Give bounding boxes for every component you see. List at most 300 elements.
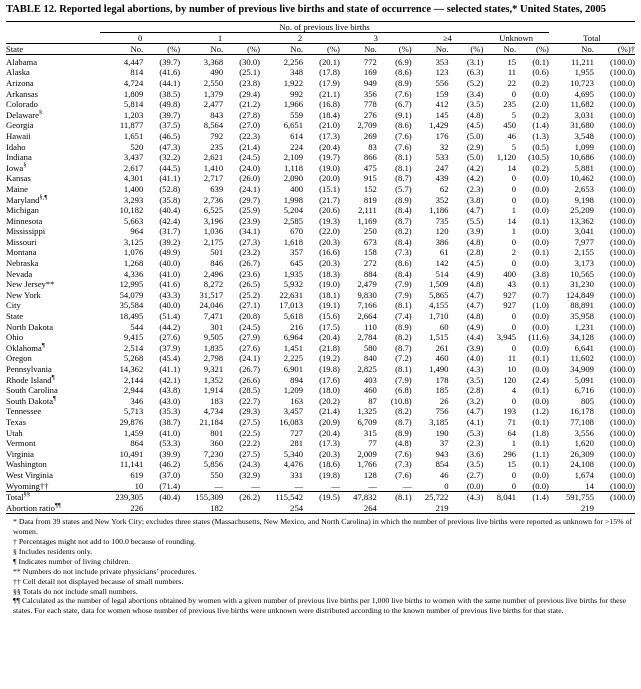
cell-no: 3,945 xyxy=(496,332,517,343)
cell-pct: — xyxy=(251,480,261,491)
cell-no: 190 xyxy=(435,427,449,438)
cell-no: 2,944 xyxy=(123,385,144,396)
table-row xyxy=(6,99,635,110)
cell-pct: (0.0) xyxy=(532,173,549,184)
cell-pct: (7.3) xyxy=(395,247,412,258)
table-row xyxy=(6,67,635,78)
cell-no: 4,155 xyxy=(429,300,449,311)
cell-no: 0 xyxy=(511,342,517,353)
cell-no: 360 xyxy=(210,438,224,449)
cell-pct: (35.3) xyxy=(159,406,181,417)
cell-pct: (100.0) xyxy=(609,120,635,131)
cell-pct: (19.5) xyxy=(319,492,340,503)
cell-no: 0 xyxy=(511,480,517,491)
cell-no: 964 xyxy=(130,226,144,237)
cell-no: 26,309 xyxy=(570,448,594,459)
cell-no: 645 xyxy=(290,258,304,269)
cell-pct: (0.1) xyxy=(532,385,549,396)
cell-no: 1,429 xyxy=(429,120,449,131)
cell-pct: (44.2) xyxy=(159,321,181,332)
table-row xyxy=(6,322,635,333)
cell-no: 673 xyxy=(363,236,377,247)
cell-no: 193 xyxy=(503,406,517,417)
cell-no: 1,325 xyxy=(357,406,377,417)
cell-pct: (18.3) xyxy=(319,268,340,279)
row-state-label: Maine xyxy=(6,183,28,194)
cell-no: 123 xyxy=(435,67,449,78)
cell-no: 352 xyxy=(435,194,449,205)
cell-no: 29,876 xyxy=(119,416,144,427)
row-state-label: Utah xyxy=(6,427,23,438)
footnote-1: † Percentages might not add to 100.0 because of rounding. xyxy=(13,537,196,547)
cell-pct: (4.7) xyxy=(466,289,484,300)
table-row xyxy=(6,205,635,216)
cell-no: 18,495 xyxy=(119,311,144,322)
cell-no: 514 xyxy=(435,268,449,279)
cell-no: 183 xyxy=(210,395,224,406)
cell-pct: (10.5) xyxy=(528,152,549,163)
cell-pct: (5.5) xyxy=(466,215,484,226)
row-state-label: Colorado xyxy=(6,99,38,110)
cell-no: 792 xyxy=(210,130,224,141)
cell-no: 77,108 xyxy=(570,416,594,427)
cell-abortion-ratio-pct xyxy=(377,503,412,514)
cell-pct: (16.8) xyxy=(319,99,340,110)
cell-no: 5,881 xyxy=(574,162,594,173)
cell-pct: (100.0) xyxy=(609,173,635,184)
cell-pct: (38.5) xyxy=(159,88,181,99)
cell-no: 12,995 xyxy=(119,279,144,290)
cell-no: 4,336 xyxy=(123,268,144,279)
cell-no: 386 xyxy=(435,236,449,247)
cell-no: 120 xyxy=(435,226,449,237)
header-span-previous-live-births: No. of previous live births xyxy=(100,21,549,32)
cell-no: 14 xyxy=(507,215,517,226)
cell-pct: (3.6) xyxy=(466,448,484,459)
cell-no: 915 xyxy=(363,173,377,184)
cell-no: 87 xyxy=(368,395,377,406)
cell-no: 475 xyxy=(363,162,377,173)
cell-no: 3,548 xyxy=(574,130,594,141)
cell-no: 272 xyxy=(363,258,377,269)
cell-no: 7,977 xyxy=(574,236,594,247)
cell-pct: (19.8) xyxy=(319,364,340,375)
cell-pct: (9.1) xyxy=(395,109,412,120)
cell-no: 819 xyxy=(363,194,377,205)
cell-pct: (4.1) xyxy=(466,416,484,427)
cell-pct: (52.8) xyxy=(159,183,181,194)
cell-no: 235 xyxy=(503,99,517,110)
cell-pct: (100.0) xyxy=(609,236,635,247)
cell-pct: (3.8) xyxy=(532,268,549,279)
cell-pct: (21.4) xyxy=(319,406,340,417)
cell-pct: (100.0) xyxy=(609,88,635,99)
row-state-label: Hawaii xyxy=(6,130,31,141)
cell-no: 16,083 xyxy=(279,416,304,427)
cell-no: 1,710 xyxy=(429,311,449,322)
cell-no: 2,585 xyxy=(283,215,304,226)
cell-pct: (100.0) xyxy=(609,215,635,226)
cell-pct: (17.3) xyxy=(319,438,340,449)
cell-pct: (24.1) xyxy=(239,183,261,194)
cell-no: 356 xyxy=(363,88,377,99)
cell-pct: (0.1) xyxy=(532,56,549,67)
cell-no: 2,109 xyxy=(283,152,304,163)
cell-abortion-ratio-pct xyxy=(223,503,260,514)
cell-abortion-ratio: 254 xyxy=(290,502,304,513)
cell-pct: (7.6) xyxy=(395,88,412,99)
footnote-3: ¶ Indicates number of living children. xyxy=(13,556,131,566)
cell-no: 24,108 xyxy=(570,459,594,470)
cell-no: 2,155 xyxy=(574,247,594,258)
cell-pct: (0.0) xyxy=(532,205,549,216)
cell-no: — xyxy=(368,480,377,491)
cell-pct: (29.3) xyxy=(239,406,261,417)
cell-no: 1 xyxy=(511,205,517,216)
header-group-3: 3 xyxy=(373,32,378,43)
header-no-2: No. xyxy=(290,43,304,54)
table-row xyxy=(6,184,635,195)
cell-pct: (8.7) xyxy=(395,173,412,184)
cell-no: 110 xyxy=(364,321,377,332)
header-pct-2: (%) xyxy=(327,43,340,54)
cell-abortion-ratio: 226 xyxy=(130,502,144,513)
header-group-total: Total xyxy=(583,32,601,43)
cell-pct: (0.1) xyxy=(532,459,549,470)
cell-pct: (3.5) xyxy=(466,99,484,110)
cell-abortion-ratio-pct xyxy=(143,503,180,514)
cell-abortion-ratio-pct xyxy=(448,503,483,514)
cell-no: 927 xyxy=(503,289,517,300)
table-body xyxy=(6,57,635,514)
cell-no: 11,877 xyxy=(119,120,144,131)
cell-pct: (17.9) xyxy=(319,77,340,88)
footnote-5: †† Cell detail not displayed because of small numbers. xyxy=(13,576,184,586)
cell-no: 2,798 xyxy=(203,353,224,364)
cell-no: 276 xyxy=(363,109,377,120)
cell-pct: (23.6) xyxy=(239,268,261,279)
cell-pct: (40.0) xyxy=(159,258,181,269)
cell-no: 2,111 xyxy=(358,205,377,216)
cell-no: 4,734 xyxy=(203,406,224,417)
cell-pct: (0.0) xyxy=(532,311,549,322)
cell-pct: (53.3) xyxy=(159,438,181,449)
header-pct-4plus: (%) xyxy=(470,43,484,54)
cell-no: 10 xyxy=(134,480,144,491)
cell-pct: (0.0) xyxy=(532,226,549,237)
cell-abortion-ratio: 219 xyxy=(435,502,449,513)
cell-no: 169 xyxy=(363,67,377,78)
cell-no: 10,182 xyxy=(119,205,144,216)
cell-pct: (0.2) xyxy=(532,77,549,88)
cell-pct: (4.3) xyxy=(466,492,484,503)
cell-no: 735 xyxy=(435,215,449,226)
cell-no: 235 xyxy=(210,141,224,152)
cell-no: 2,256 xyxy=(283,56,304,67)
cell-pct: (17.8) xyxy=(319,67,340,78)
footnote-6: §§ Totals do not include small numbers. xyxy=(13,586,138,596)
header-group-row xyxy=(6,32,635,43)
cell-pct: (8.9) xyxy=(395,321,412,332)
cell-pct: (26.7) xyxy=(239,364,261,375)
cell-no: 3,457 xyxy=(283,406,304,417)
cell-no: 1,209 xyxy=(283,385,304,396)
cell-pct: (8.2) xyxy=(395,332,412,343)
cell-pct: (0.0) xyxy=(532,194,549,205)
cell-pct: (100.0) xyxy=(609,374,635,385)
table-row-total xyxy=(6,492,635,503)
cell-pct: (0.0) xyxy=(532,480,549,491)
cell-pct: (20.1) xyxy=(319,56,340,67)
header-no-3: No. xyxy=(364,43,377,54)
cell-pct: (100.0) xyxy=(609,300,635,311)
cell-no: 2,477 xyxy=(203,99,224,110)
table-row xyxy=(6,57,635,68)
cell-pct: (100.0) xyxy=(609,406,635,417)
cell-pct: (1.1) xyxy=(532,448,549,459)
cell-pct: (23.2) xyxy=(239,247,261,258)
table-row xyxy=(6,279,635,290)
cell-no: 145 xyxy=(435,109,449,120)
cell-pct: (4.8) xyxy=(466,279,484,290)
cell-no: 1,268 xyxy=(123,258,144,269)
cell-pct: (100.0) xyxy=(609,226,635,237)
cell-no: 16,178 xyxy=(570,406,594,417)
cell-pct: (6.7) xyxy=(395,99,412,110)
cell-pct: (1.3) xyxy=(532,130,549,141)
header-group-4plus: ≥4 xyxy=(442,32,452,43)
cell-pct: (47.3) xyxy=(159,141,181,152)
cell-pct: (26.5) xyxy=(239,279,261,290)
cell-no: 34,909 xyxy=(570,364,594,375)
cell-no: 1,120 xyxy=(496,152,517,163)
cell-no: 5,618 xyxy=(283,311,304,322)
cell-no: 5 xyxy=(511,141,517,152)
cell-no: 296 xyxy=(503,448,517,459)
cell-no: 3,125 xyxy=(123,236,144,247)
table-row xyxy=(6,428,635,439)
cell-pct: (17.6) xyxy=(319,374,340,385)
row-state-label: Wyoming†† xyxy=(6,480,49,491)
footnote-0: * Data from 39 states and New York City; excludes three states (Massachusetts, New Mexico, and North Carolina) in which the number of previous live births were reported as unknown for >15% of women. xyxy=(13,517,633,537)
row-state-label: Washington xyxy=(6,459,47,470)
table-row xyxy=(6,89,635,100)
cell-pct: (21.4) xyxy=(239,141,261,152)
cell-pct: (8.7) xyxy=(395,416,412,427)
cell-no: 2,664 xyxy=(357,311,377,322)
header-pct-3: (%) xyxy=(398,43,412,54)
cell-no: 9,198 xyxy=(574,194,594,205)
cell-pct: (100.0) xyxy=(609,279,635,290)
cell-pct: (20.4) xyxy=(319,141,340,152)
cell-pct: (37.0) xyxy=(159,469,181,480)
table-row xyxy=(6,163,635,174)
cell-no: 1,966 xyxy=(283,99,304,110)
cell-no: 4,301 xyxy=(123,173,144,184)
cell-pct: (100.0) xyxy=(609,469,635,480)
cell-no: 5,713 xyxy=(123,406,144,417)
cell-pct: (18.4) xyxy=(319,109,340,120)
cell-pct: (6.9) xyxy=(395,56,412,67)
cell-no: 10,723 xyxy=(570,77,594,88)
cell-pct: (8.1) xyxy=(395,152,412,163)
row-state-label: Virginia xyxy=(6,448,34,459)
header-state: State xyxy=(6,43,24,54)
cell-pct: (37.5) xyxy=(159,120,181,131)
header-pct-0: (%) xyxy=(167,43,181,54)
cell-pct: (43.0) xyxy=(159,395,181,406)
cell-pct: (100.0) xyxy=(609,311,635,322)
cell-no: 5,663 xyxy=(123,215,144,226)
cell-no: 450 xyxy=(503,120,517,131)
cell-pct: (22.2) xyxy=(239,438,261,449)
cell-no: 54,079 xyxy=(119,289,144,300)
row-abortion-ratio-label: Abortion ratio¶¶ xyxy=(6,501,61,513)
cell-pct: (100.0) xyxy=(609,152,635,163)
cell-no: 9,505 xyxy=(203,332,224,343)
cell-no: 6,964 xyxy=(283,332,304,343)
cell-no: 158 xyxy=(363,247,377,258)
cell-pct: (100.0) xyxy=(609,448,635,459)
cell-pct: (37.9) xyxy=(159,342,181,353)
cell-no: 31,517 xyxy=(199,289,224,300)
cell-pct: (8.4) xyxy=(395,205,412,216)
cell-pct: (3.5) xyxy=(466,374,484,385)
cell-pct: (18.6) xyxy=(319,459,340,470)
cell-no: 2,514 xyxy=(123,342,144,353)
cell-pct: (32.2) xyxy=(159,152,181,163)
cell-pct: (100.0) xyxy=(609,194,635,205)
cell-no: 64 xyxy=(507,427,517,438)
cell-no: 5,932 xyxy=(283,279,304,290)
cell-pct: (0.1) xyxy=(532,279,549,290)
cell-no: 11 xyxy=(507,353,517,364)
cell-no: 1,809 xyxy=(123,88,144,99)
cell-pct: (42.1) xyxy=(159,374,181,385)
row-state-label: North Dakota xyxy=(6,321,54,332)
cell-no: 1,186 xyxy=(429,205,449,216)
cell-no: 1,400 xyxy=(123,183,144,194)
cell-pct: (19.8) xyxy=(319,469,340,480)
cell-no: 10,565 xyxy=(570,268,594,279)
cell-no: 77 xyxy=(368,438,377,449)
cell-no: 10 xyxy=(507,364,517,375)
cell-pct: (7.2) xyxy=(395,353,412,364)
cell-no: 124,849 xyxy=(566,289,594,300)
cell-pct: (100.0) xyxy=(609,332,635,343)
cell-no: 8,041 xyxy=(496,492,517,503)
table-row xyxy=(6,311,635,322)
cell-no: 22 xyxy=(507,77,517,88)
cell-no: 2,175 xyxy=(203,236,224,247)
cell-no: 400 xyxy=(503,268,517,279)
cell-no: 35,584 xyxy=(119,300,144,311)
cell-no: 843 xyxy=(210,109,224,120)
cell-no: 894 xyxy=(290,374,304,385)
cell-no: 6,651 xyxy=(283,120,304,131)
table-row xyxy=(6,459,635,470)
cell-no: 1,451 xyxy=(283,342,304,353)
header-no-4plus: No. xyxy=(435,43,449,54)
cell-no: 1,231 xyxy=(574,321,594,332)
cell-no: 0 xyxy=(511,395,517,406)
header-no-total: No. xyxy=(581,43,594,54)
cell-pct: (3.4) xyxy=(466,88,484,99)
row-state-label: New Jersey** xyxy=(6,279,55,290)
table-row-abortion-ratio xyxy=(6,503,635,514)
cell-pct: (3.9) xyxy=(466,342,484,353)
cell-pct: (100.0) xyxy=(609,141,635,152)
cell-pct: (4.8) xyxy=(395,438,412,449)
cell-pct: (100.0) xyxy=(609,268,635,279)
cell-pct: (1.4) xyxy=(532,492,549,503)
cell-pct: (23.8) xyxy=(239,77,261,88)
cell-no: 239,305 xyxy=(115,492,144,503)
cell-pct: (0.1) xyxy=(532,215,549,226)
cell-no: 142 xyxy=(435,258,449,269)
cell-no: 412 xyxy=(435,99,449,110)
cell-pct: (27.6) xyxy=(159,332,181,343)
cell-pct: (20.2) xyxy=(319,395,340,406)
cell-no: 43 xyxy=(507,279,517,290)
cell-pct: (8.1) xyxy=(395,162,412,173)
cell-no: 2,144 xyxy=(123,374,144,385)
table-row xyxy=(6,173,635,184)
cell-no: 400 xyxy=(290,183,304,194)
cell-no: 353 xyxy=(435,56,449,67)
cell-pct: (20.3) xyxy=(319,236,340,247)
cell-pct: (41.6) xyxy=(159,67,181,78)
cell-pct: (24.3) xyxy=(239,459,261,470)
cell-pct: (100.0) xyxy=(609,67,635,78)
cell-no: 3,196 xyxy=(203,215,224,226)
row-state-label: Michigan xyxy=(6,205,39,216)
cell-pct: (3.5) xyxy=(466,459,484,470)
cell-no: 1,914 xyxy=(203,385,224,396)
cell-pct: (31.7) xyxy=(159,226,181,237)
header-group-0: 0 xyxy=(138,32,143,43)
cell-pct: (38.7) xyxy=(159,416,181,427)
cell-no: 46 xyxy=(507,130,517,141)
cell-no: 756 xyxy=(435,406,449,417)
cell-no: 992 xyxy=(290,88,304,99)
cell-no: 83 xyxy=(368,141,377,152)
cell-no: 25,209 xyxy=(570,205,594,216)
abortions-table xyxy=(6,21,635,515)
cell-no: 520 xyxy=(130,141,144,152)
cell-pct: (2.0) xyxy=(532,99,549,110)
cell-no: 6,901 xyxy=(283,364,304,375)
cell-no: 5 xyxy=(511,109,517,120)
cell-no: 5,268 xyxy=(123,353,144,364)
cell-abortion-ratio-pct xyxy=(594,503,635,514)
cell-pct: (0.7) xyxy=(532,289,549,300)
cell-pct: (15.6) xyxy=(319,311,340,322)
cell-pct: (0.1) xyxy=(532,416,549,427)
cell-no: 178 xyxy=(435,374,449,385)
cell-no: 2,090 xyxy=(283,173,304,184)
cell-pct: (40.4) xyxy=(159,492,181,503)
cell-pct: (19.0) xyxy=(319,279,340,290)
cell-no: 159 xyxy=(435,88,449,99)
cell-no: 0 xyxy=(511,173,517,184)
cell-no: 884 xyxy=(363,268,377,279)
cell-no: 14,362 xyxy=(119,364,144,375)
cell-pct: (4.2) xyxy=(466,162,484,173)
cell-no: 176 xyxy=(435,130,449,141)
cell-no: 11,211 xyxy=(570,56,594,67)
cell-no: 854 xyxy=(435,459,449,470)
